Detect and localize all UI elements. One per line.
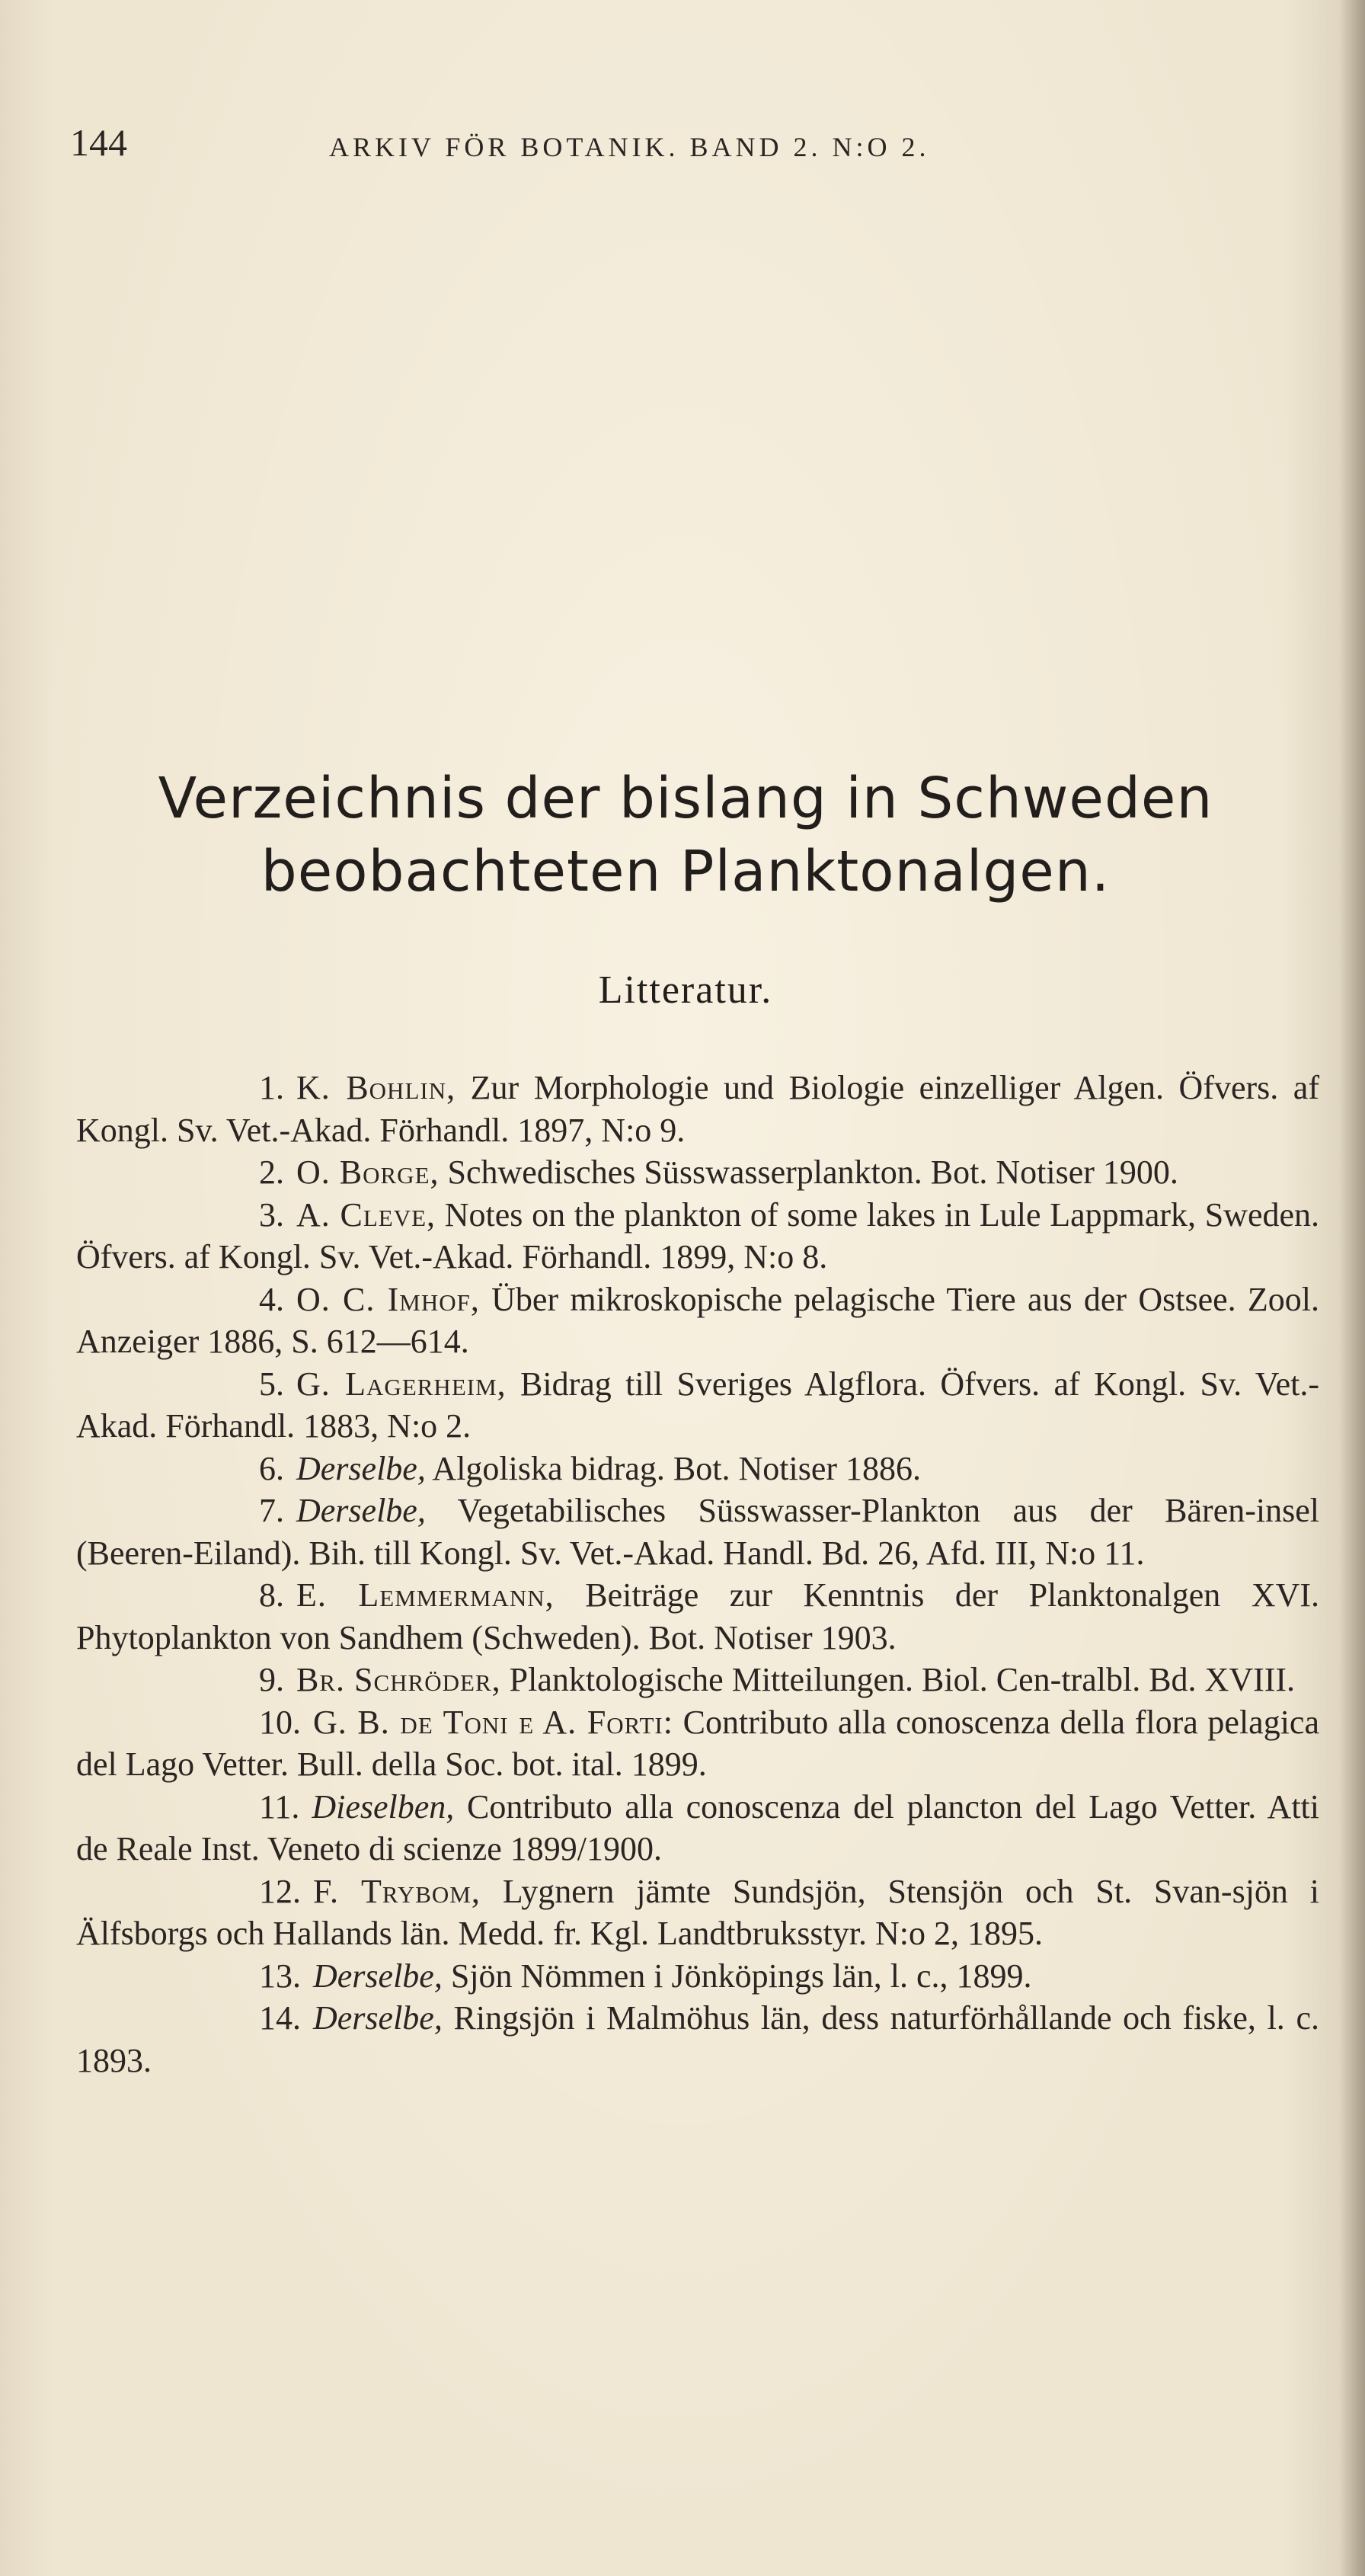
reference-text: Vegetabilisches Süsswasser-Plankton aus der Bären-insel (Beeren-Eiland). Bih. till Kongl. Sv. Vet.-Akad. Handl. Bd. 26, Afd. III, N:o 11.: [76, 1492, 1319, 1572]
reference-author: A. Cleve,: [296, 1195, 436, 1234]
reference-item: [76, 1490, 1319, 1574]
reference-author: G. Lagerheim,: [296, 1365, 507, 1403]
reference-number: 4.: [259, 1280, 284, 1318]
reference-item: [76, 1448, 1319, 1490]
reference-text: Notes on the plankton of some lakes in Lule Lappmark, Sweden. Öfvers. af Kongl. Sv. Vet.-Akad. Förhandl. 1899, N:o 8.: [76, 1195, 1320, 1275]
reference-text: Contributo alla conoscenza del plancton del Lago Vetter. Atti de Reale Inst. Veneto di scienze 1899/1900.: [76, 1787, 1319, 1867]
article-title-line-2: beobachteten Planktonalgen.: [261, 839, 1111, 904]
reference-text: Bidrag till Sveriges Algflora. Öfvers. af Kongl. Sv. Vet.-Akad. Förhandl. 1883, N:o 2.: [76, 1365, 1319, 1445]
reference-number: 7.: [259, 1492, 284, 1529]
reference-author: O. C. Imhof,: [296, 1280, 480, 1318]
reference-number: 1.: [259, 1069, 284, 1106]
running-head: ARKIV FÖR BOTANIK. BAND 2. N:O 2.: [329, 132, 930, 162]
reference-number: 11.: [259, 1787, 300, 1826]
reference-item: [76, 1067, 1319, 1151]
reference-author: Derselbe,: [313, 1999, 443, 2037]
reference-text: Planktologische Mitteilungen. Biol. Cen-tralbl. Bd. XVIII.: [509, 1661, 1296, 1698]
reference-item: [76, 1786, 1319, 1870]
page-header: [70, 120, 1319, 166]
reference-number: 6.: [259, 1449, 284, 1487]
section-heading: Litteratur.: [598, 968, 773, 1012]
reference-item: [76, 1363, 1319, 1448]
reference-number: 13.: [259, 1957, 301, 1995]
reference-text: Beiträge zur Kenntnis der Planktonalgen XVI. Phytoplankton von Sandhem (Schweden). Bot. Notiser 1903.: [76, 1576, 1320, 1656]
reference-author: Derselbe,: [296, 1492, 426, 1529]
reference-item: [76, 1194, 1319, 1278]
reference-item: [76, 1870, 1319, 1955]
reference-author: Derselbe,: [296, 1449, 426, 1487]
article-title-line-1: Verzeichnis der bislang in Schweden: [158, 766, 1213, 831]
reference-number: 12.: [259, 1872, 301, 1910]
page-number: 144: [70, 121, 127, 164]
reference-author: E. Lemmermann,: [296, 1576, 555, 1614]
reference-item: [76, 1955, 1319, 1998]
article-title: [69, 762, 1303, 908]
reference-author: K. Bohlin,: [296, 1069, 456, 1106]
reference-text: Ringsjön i Malmöhus län, dess naturförhållande och fiske, l. c. 1893.: [76, 1999, 1319, 2079]
reference-author: Dieselben,: [312, 1787, 455, 1826]
reference-author: Derselbe,: [313, 1957, 443, 1995]
reference-number: 10.: [259, 1703, 301, 1741]
reference-number: 8.: [259, 1576, 284, 1614]
reference-text: Über mikroskopische pelagische Tiere aus der Ostsee. Zool. Anzeiger 1886, S. 612—614.: [76, 1280, 1319, 1360]
reference-text: Sjön Nömmen i Jönköpings län, l. c., 1899.: [450, 1957, 1032, 1995]
page-edge-shadow: [1339, 0, 1365, 2576]
reference-item: [76, 1278, 1319, 1363]
reference-author: F. Trybom,: [313, 1872, 481, 1910]
reference-item: [76, 1151, 1319, 1194]
reference-number: 3.: [259, 1195, 284, 1234]
reference-author: G. B. de Toni e A. Forti:: [313, 1703, 673, 1741]
reference-number: 2.: [259, 1154, 284, 1191]
reference-number: 14.: [259, 1999, 301, 2037]
reference-item: [76, 1659, 1319, 1701]
reference-text: Contributo alla conoscenza della flora pelagica del Lago Vetter. Bull. della Soc. bot. ital. 1899.: [76, 1703, 1319, 1783]
reference-text: Zur Morphologie und Biologie einzelliger Algen. Öfvers. af Kongl. Sv. Vet.-Akad. Förhandl. 1897, N:o 9.: [76, 1069, 1319, 1149]
reference-number: 5.: [259, 1365, 284, 1403]
reference-text: Algoliska bidrag. Bot. Notiser 1886.: [432, 1449, 922, 1487]
reference-item: [76, 1997, 1319, 2082]
reference-text: Schwedisches Süsswasserplankton. Bot. Notiser 1900.: [447, 1154, 1178, 1191]
reference-list: [76, 1067, 1319, 2082]
reference-text: Lygnern jämte Sundsjön, Stensjön och St. Svan-sjön i Älfsborgs och Hallands län. Medd. fr. Kgl. Landtbruksstyr. N:o 2, 1895.: [76, 1872, 1320, 1952]
reference-item: [76, 1574, 1319, 1659]
reference-item: [76, 1701, 1319, 1786]
reference-author: Br. Schröder,: [296, 1661, 501, 1698]
reference-author: O. Borge,: [296, 1154, 440, 1191]
reference-number: 9.: [259, 1661, 284, 1698]
